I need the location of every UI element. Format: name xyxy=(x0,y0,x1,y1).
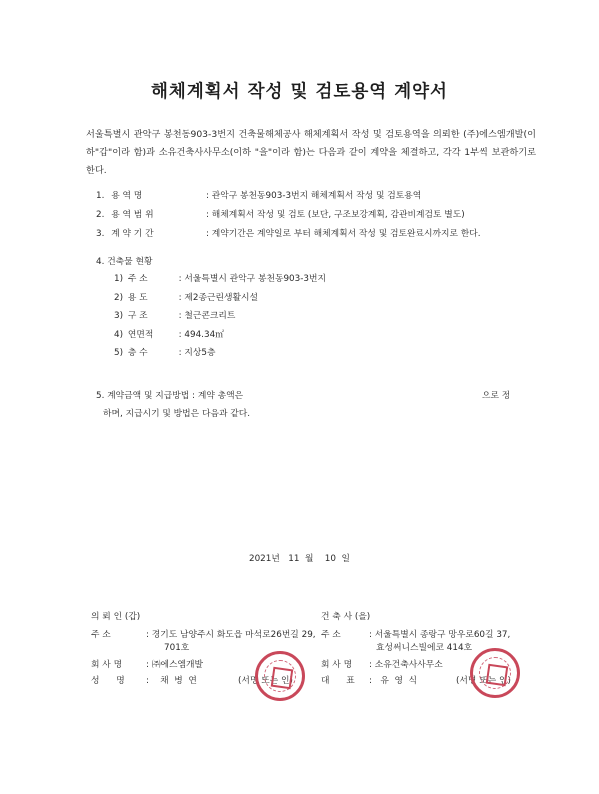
item-2 xyxy=(96,207,465,220)
contract-date: 2021년 11 월 10 일 xyxy=(248,554,351,564)
item-2-value: : 해체계획서 작성 및 검토 (보단, 구조보강계획, 감관비계검토 별도) xyxy=(206,210,465,220)
client-address-value-2: 701호 xyxy=(164,643,190,653)
architect-heading: 건 축 사 (을) xyxy=(321,612,371,622)
building-row-area xyxy=(114,327,224,340)
item-3-label: 계 약 기 간 xyxy=(111,229,154,239)
building-row-address xyxy=(114,271,326,284)
item-1-num: 1. xyxy=(96,191,105,201)
architect-address-label: 주 소 xyxy=(321,630,341,640)
item-2-label: 용 역 범 위 xyxy=(111,210,154,220)
intro-paragraph: 서울특별시 관악구 봉천동903-3번지 건축물해체공사 해체계획서 작성 및 검토용역을 의뢰한 (주)에스엠개발(이하"갑"이라 함)과 소유건축사사무소(이하 "을"이라 함)는 다음과 같이 계약을 체결하고, 각각 1부씩 보관하기로 한다. xyxy=(86,129,536,176)
payment-line-1-right: 으로 정 xyxy=(482,391,511,401)
building-row-use xyxy=(114,290,258,303)
architect-company-value: : 소유건축사사무소 xyxy=(369,660,443,670)
building-row-structure xyxy=(114,308,235,321)
building-row-label: 용 도 xyxy=(127,293,148,303)
building-row-num: 5) xyxy=(114,348,124,358)
payment-line-2: 하며, 지급시기 및 방법은 다음과 같다. xyxy=(103,409,251,419)
item-2-num: 2. xyxy=(96,210,105,220)
building-row-value: : 서울특별시 관악구 봉천동903-3번지 xyxy=(178,274,327,284)
client-company-value: : ㈜에스엠개발 xyxy=(146,660,204,670)
item-1 xyxy=(96,188,421,201)
building-row-label: 주 소 xyxy=(127,274,148,284)
building-row-value: : 철근콘크리트 xyxy=(178,311,236,321)
item-3 xyxy=(96,226,481,239)
item-3-num: 3. xyxy=(96,229,105,239)
architect-address-value: : 서울특별시 종랑구 망우로60길 37, xyxy=(369,630,511,640)
architect-address-value-2: 효성써니스빌에코 414호 xyxy=(376,643,473,653)
client-address-label: 주 소 xyxy=(91,630,111,640)
architect-name-label: 대 표 xyxy=(321,676,355,686)
item-3-value: : 계약기간은 계약일로 부터 해체계획서 작성 및 검토완료시까지로 한다. xyxy=(206,229,481,239)
architect-office-seal xyxy=(470,648,520,698)
building-row-num: 2) xyxy=(114,293,124,303)
building-row-value: : 제2종근린생활시설 xyxy=(178,293,258,303)
building-heading: 4. 건축물 현황 xyxy=(96,257,153,267)
client-heading: 의 뢰 인 (갑) xyxy=(91,612,141,622)
client-name-value: : 채 병 연 xyxy=(146,676,197,686)
client-sign-text: (서명 또는 인) xyxy=(238,676,293,686)
architect-name-value: : 유 영 식 xyxy=(369,676,418,686)
document-title: 해체계획서 작성 및 검토용역 계약서 xyxy=(151,82,448,102)
building-row-num: 3) xyxy=(114,311,124,321)
building-row-value: : 지상5층 xyxy=(178,348,216,358)
building-row-label: 층 수 xyxy=(127,348,148,358)
building-row-value: : 494.34㎡ xyxy=(178,330,224,340)
payment-line-1: 5. 계약금액 및 지급방법 : 계약 총액은 xyxy=(96,391,244,401)
client-company-seal xyxy=(255,651,305,701)
item-1-value: : 관악구 봉천동903-3번지 해체계획서 작성 및 검토용역 xyxy=(206,191,422,201)
client-company-label: 회 사 명 xyxy=(91,660,123,670)
building-row-floors xyxy=(114,345,215,358)
building-row-num: 4) xyxy=(114,330,124,340)
architect-sign-text: (서명 또는 인) xyxy=(456,676,511,686)
building-row-num: 1) xyxy=(114,274,124,284)
building-row-label: 연면적 xyxy=(127,330,154,340)
architect-company-label: 회 사 명 xyxy=(321,660,353,670)
item-1-label: 용 역 명 xyxy=(111,191,143,201)
client-name-label: 성 명 xyxy=(91,676,125,686)
building-row-label: 구 조 xyxy=(127,311,148,321)
client-address-value: : 경기도 남양주시 화도읍 마석로26번길 29, xyxy=(146,630,316,640)
